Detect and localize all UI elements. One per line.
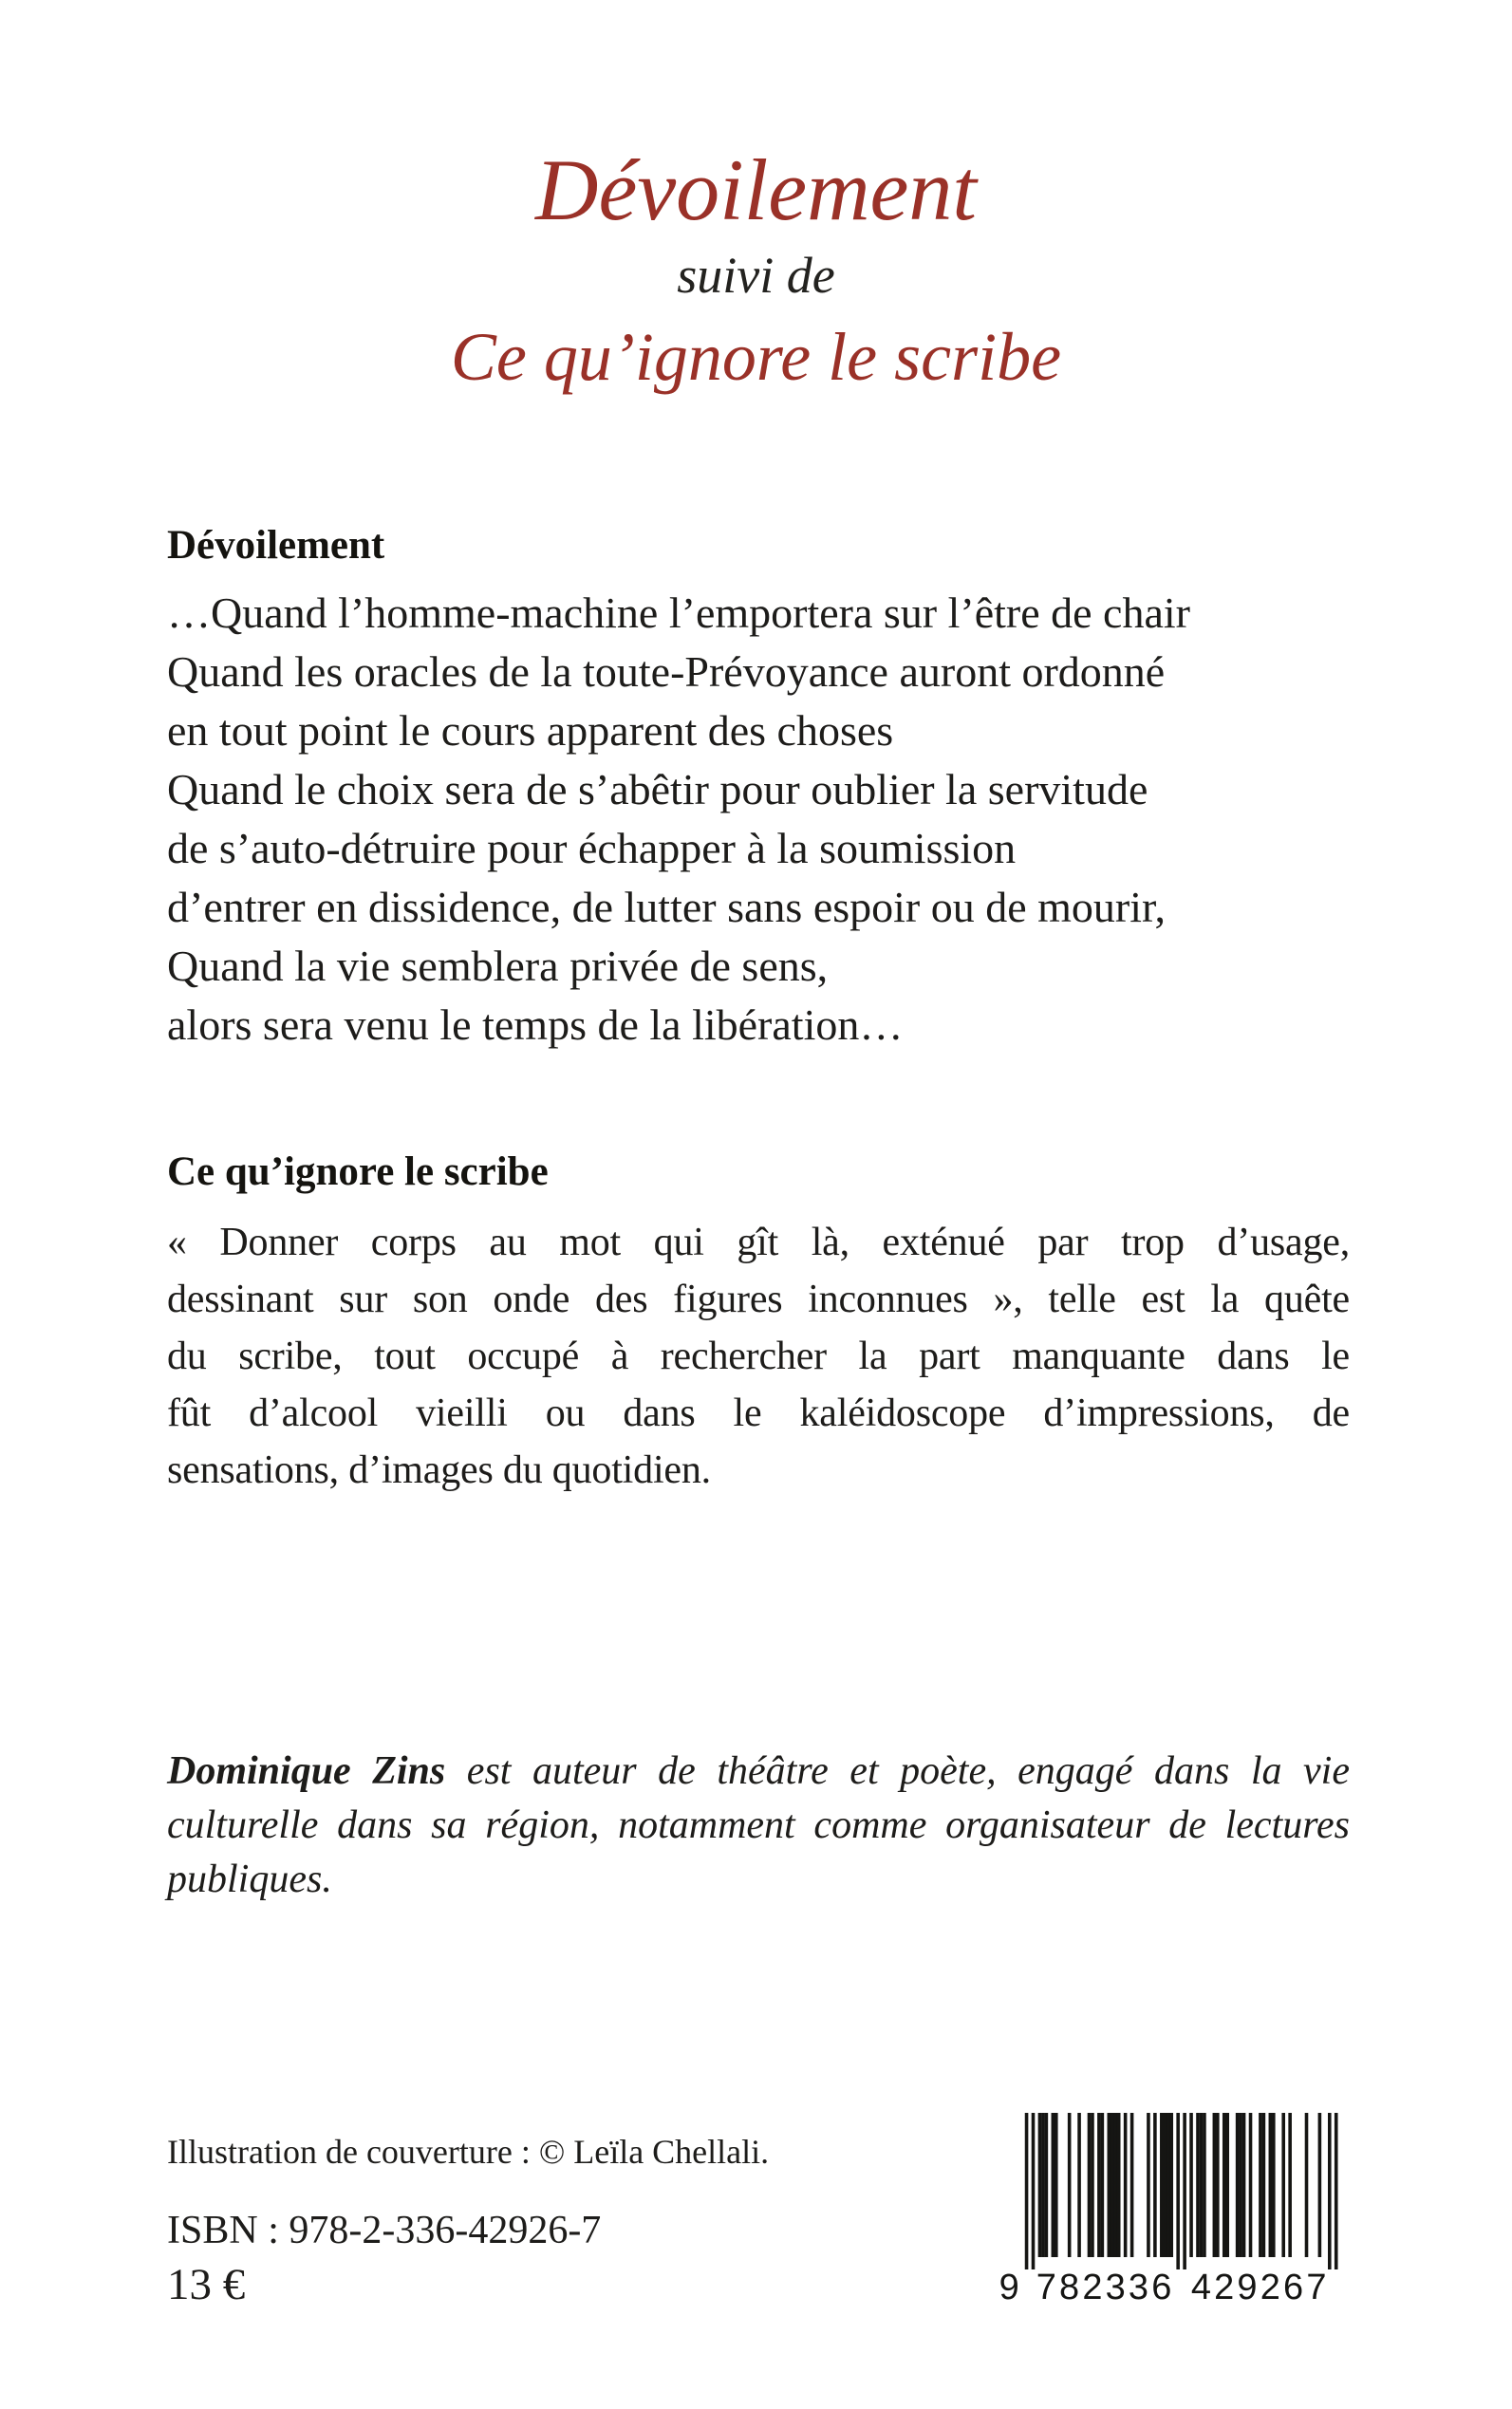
barcode-bar — [1113, 2113, 1117, 2257]
barcode-bar — [1169, 2113, 1173, 2257]
barcode-bar — [1091, 2113, 1094, 2257]
poem-line: de s’auto-détruire pour échapper à la soumission — [167, 824, 1017, 872]
barcode-bar — [1262, 2113, 1266, 2257]
barcode-bar — [1167, 2113, 1170, 2257]
bio-text: est auteur de théâtre et poète, engagé dans la vie — [445, 1749, 1350, 1793]
bio-line: publiques. — [167, 1858, 332, 1901]
barcode-digit: 8 — [1059, 2268, 1080, 2306]
blurb-section — [167, 1150, 1350, 1499]
barcode-bar — [1108, 2113, 1111, 2257]
barcode-bar — [1068, 2113, 1072, 2257]
barcode-bar — [1117, 2113, 1121, 2257]
barcode-bar — [1225, 2113, 1229, 2257]
barcode-bar — [1153, 2113, 1157, 2257]
poem — [167, 584, 1350, 1055]
barcode-bar — [1318, 2113, 1322, 2257]
blurb-line: « Donner corps au mot qui gît là, exténué par trop d’usage, — [167, 1221, 1350, 1264]
barcode-bar — [1038, 2113, 1042, 2257]
barcode-digit: 4 — [1190, 2268, 1211, 2306]
blurb-line: dessinant sur son onde des figures inconnues », telle est la quête — [167, 1278, 1350, 1321]
book-title: Dévoilement — [535, 141, 977, 238]
barcode-digit: 7 — [1036, 2268, 1056, 2306]
poem-line: en tout point le cours apparent des choses — [167, 706, 894, 755]
barcode-digit: 2 — [1214, 2268, 1235, 2306]
poem-line: …Quand l’homme-machine l’emportera sur l’être de chair — [167, 588, 1190, 637]
barcode-bar — [1288, 2113, 1292, 2257]
barcode-bar — [1223, 2113, 1226, 2257]
book-subtitle: Ce qu’ignore le scribe — [450, 319, 1062, 395]
barcode-bar — [1203, 2113, 1206, 2257]
author-bio — [167, 1745, 1350, 1907]
barcode-digit: 3 — [1105, 2268, 1126, 2306]
barcode-bar — [1200, 2113, 1204, 2257]
ean-barcode — [999, 2113, 1352, 2306]
blurb-section-heading: Ce qu’ignore le scribe — [167, 1149, 549, 1194]
bio-line: culturelle dans sa région, notamment comme organisateur de lectures — [167, 1803, 1350, 1847]
barcode-bar — [1305, 2113, 1309, 2257]
poem-line: d’entrer en dissidence, de lutter sans espoir ou de mourir, — [167, 883, 1167, 931]
barcode-digit-first: 9 — [999, 2268, 1019, 2306]
barcode-digit: 3 — [1128, 2268, 1149, 2306]
blurb-line: du scribe, tout occupé à rechercher la part manquante dans le — [167, 1335, 1350, 1378]
barcode-bar — [1124, 2113, 1128, 2257]
poem-line: Quand le choix sera de s’abêtir pour oublier la servitude — [167, 765, 1148, 813]
barcode-bar — [1242, 2113, 1246, 2257]
barcode-bar — [1160, 2113, 1164, 2257]
blurb-line: fût d’alcool vieilli ou dans le kaléidoscope d’impressions, de — [167, 1391, 1350, 1435]
barcode-bar — [1269, 2113, 1273, 2257]
barcode-bar — [1147, 2113, 1150, 2257]
price-label: 13 € — [167, 2260, 246, 2309]
barcode-bar — [1216, 2113, 1220, 2257]
barcode-bar — [1088, 2113, 1092, 2257]
barcode-bar — [1164, 2113, 1167, 2257]
barcode-bar — [1239, 2113, 1242, 2257]
poem-section — [167, 524, 1350, 1055]
barcode-digit: 2 — [1260, 2268, 1280, 2306]
barcode-bar — [1055, 2113, 1058, 2257]
barcode-digit: 9 — [1237, 2268, 1258, 2306]
barcode-bar — [1183, 2113, 1186, 2269]
barcode-bar — [1097, 2113, 1101, 2257]
barcode-bar — [1272, 2113, 1276, 2257]
bio-line — [167, 1745, 1350, 1799]
poem-line: Quand la vie semblera privée de sens, — [167, 942, 829, 990]
barcode-bar — [1111, 2113, 1114, 2257]
poem-section-heading: Dévoilement — [167, 523, 385, 568]
barcode-bar — [1281, 2113, 1285, 2257]
barcode-digit: 6 — [1283, 2268, 1304, 2306]
barcode-bar — [1041, 2113, 1045, 2257]
barcode-bar — [1025, 2113, 1029, 2269]
barcode-bar — [1130, 2113, 1134, 2257]
author-name: Dominique Zins — [167, 1749, 446, 1793]
poem-line: alors sera venu le temps de la libération… — [167, 1000, 904, 1049]
blurb-line: sensations, d’images du quotidien. — [167, 1448, 711, 1492]
barcode-digit: 2 — [1082, 2268, 1103, 2306]
title-connector: suivi de — [677, 247, 835, 304]
barcode-bar — [1236, 2113, 1240, 2257]
illustration-credit: Illustration de couverture : © Leïla Chellali. — [167, 2133, 770, 2171]
barcode-bar — [1196, 2113, 1200, 2257]
isbn-label: ISBN : 978-2-336-42926-7 — [167, 2209, 602, 2252]
barcode-bar — [1052, 2113, 1055, 2257]
poem-line: Quand les oracles de la toute-Prévoyance auront ordonné — [167, 647, 1166, 696]
barcode-bar — [1176, 2113, 1180, 2269]
barcode-bar — [1328, 2113, 1332, 2269]
barcode-bar — [1045, 2113, 1049, 2257]
title-block — [0, 142, 1512, 401]
blurb-paragraph — [167, 1214, 1350, 1499]
barcode-bar — [1101, 2113, 1105, 2257]
barcode-bar — [1335, 2113, 1338, 2269]
barcode-bar — [1077, 2113, 1081, 2257]
barcode-bar — [1032, 2113, 1036, 2269]
barcode-bar — [1259, 2113, 1262, 2257]
barcode-digit: 7 — [1306, 2268, 1327, 2306]
barcode-bar — [1213, 2113, 1217, 2257]
barcode-bar — [1189, 2113, 1193, 2257]
barcode-digit: 6 — [1151, 2268, 1172, 2306]
barcode-bar — [1249, 2113, 1253, 2257]
